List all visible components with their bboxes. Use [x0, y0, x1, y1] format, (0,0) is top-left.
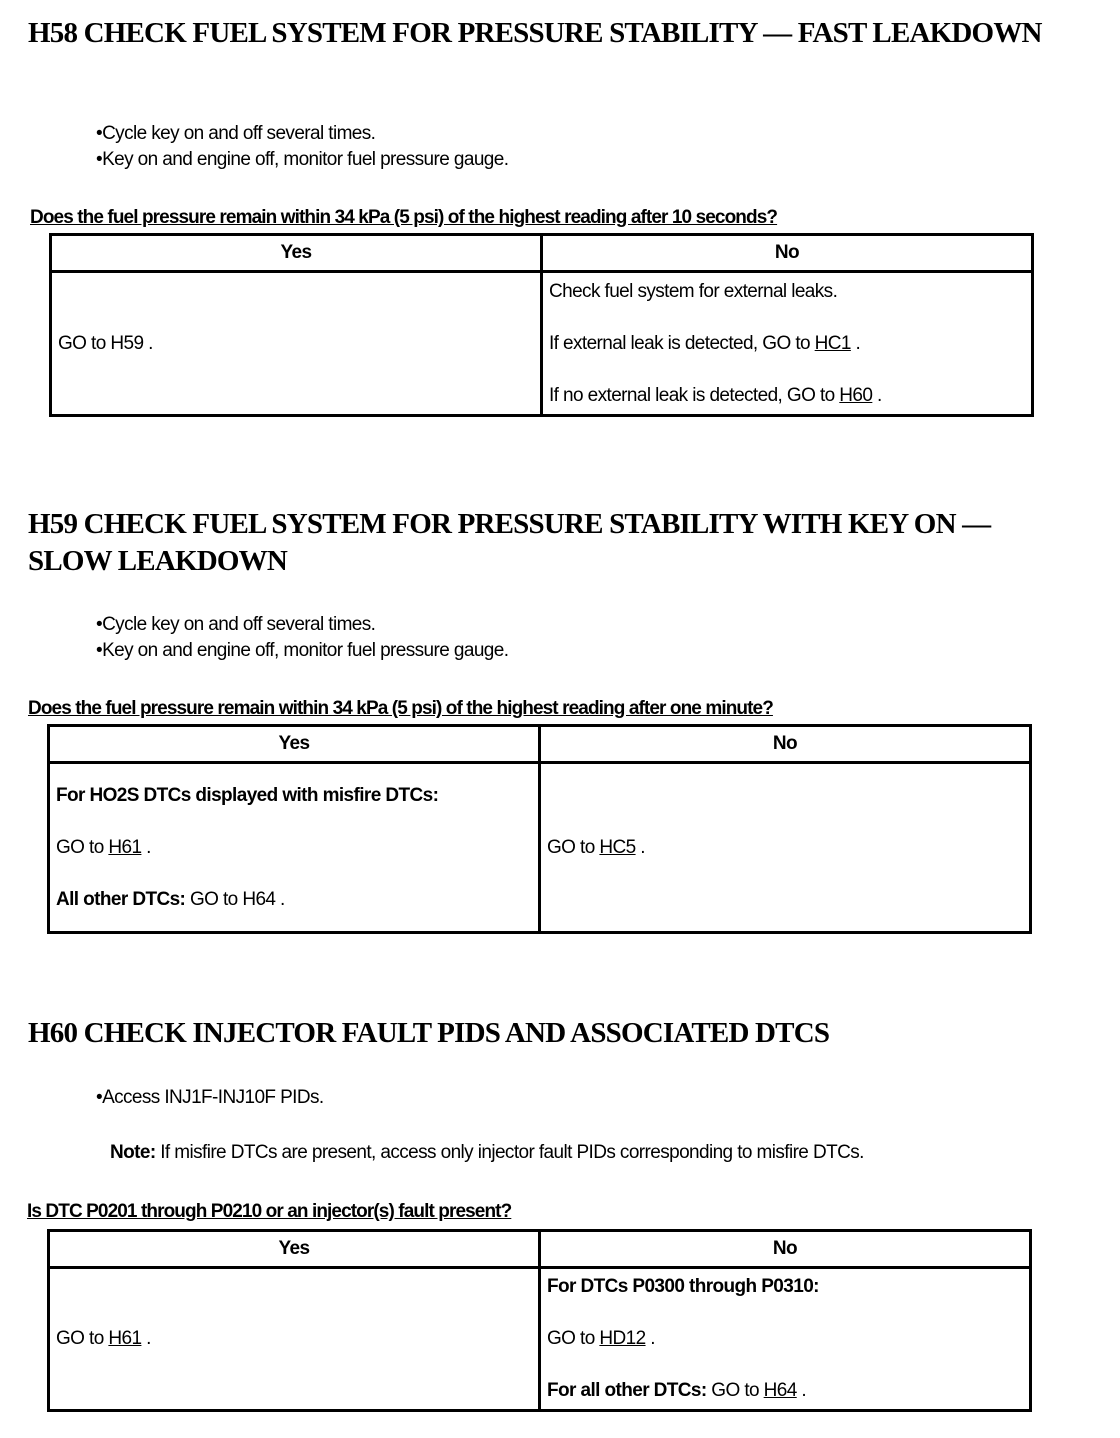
yes-header: Yes — [51, 235, 542, 272]
bullet-item: • Key on and engine off, monitor fuel pressure gauge. — [96, 147, 508, 173]
cell-text: . — [635, 836, 645, 858]
goto-link-h64[interactable]: H64 — [763, 1380, 797, 1401]
cell-text: GO to — [547, 1328, 600, 1349]
cell-paragraph — [547, 1326, 1023, 1352]
cell-paragraph — [56, 783, 532, 809]
cell-text: GO to H64 . — [185, 888, 285, 910]
note — [110, 1142, 864, 1164]
bullet-list — [96, 1085, 324, 1111]
note-label: Note: — [110, 1142, 156, 1163]
no-header: No — [542, 235, 1033, 272]
answer-table — [49, 233, 1034, 417]
bold-label: For HO2S DTCs displayed with misfire DTCs: — [56, 784, 439, 806]
goto-link-hd12[interactable]: HD12 — [599, 1328, 646, 1349]
no-cell — [540, 763, 1031, 933]
cell-text: GO to — [56, 1328, 109, 1349]
cell-text: Check fuel system for external leaks. — [549, 280, 838, 302]
yes-cell — [51, 272, 542, 416]
question: Does the fuel pressure remain within 34 kPa (5 psi) of the highest reading after 10 seconds? — [30, 207, 778, 228]
yes-cell — [49, 1268, 540, 1411]
cell-text: GO to — [547, 836, 600, 858]
cell-text: If no external leak is detected, GO to — [549, 384, 840, 406]
cell-text: GO to H59 . — [58, 332, 153, 354]
bold-label: For all other DTCs: — [547, 1380, 707, 1401]
cell-text: . — [645, 1328, 655, 1349]
cell-text: GO to — [56, 836, 109, 858]
cell-paragraph — [56, 835, 532, 861]
question: Does the fuel pressure remain within 34 kPa (5 psi) of the highest reading after one minute? — [28, 698, 773, 719]
bold-label: All other DTCs: — [56, 888, 186, 910]
section-title: H59 CHECK FUEL SYSTEM FOR PRESSURE STABILITY WITH KEY ON — SLOW LEAKDOWN — [28, 508, 991, 577]
cell-paragraph — [58, 331, 534, 357]
bold-label: For DTCs P0300 through P0310: — [547, 1276, 819, 1297]
yes-cell — [49, 763, 540, 933]
no-cell — [542, 272, 1033, 416]
cell-text: . — [141, 836, 151, 858]
cell-text: . — [872, 384, 882, 406]
bullet-item: • Cycle key on and off several times. — [96, 121, 508, 147]
note-text: If misfire DTCs are present, access only injector fault PIDs corresponding to misfire DTCs. — [155, 1142, 864, 1163]
bullet-list — [96, 121, 508, 173]
bullet-item: • Cycle key on and off several times. — [96, 612, 508, 638]
section-title: H60 CHECK INJECTOR FAULT PIDS AND ASSOCIATED DTCS — [28, 1017, 830, 1049]
section-title: H58 CHECK FUEL SYSTEM FOR PRESSURE STABILITY — FAST LEAKDOWN — [28, 17, 1042, 49]
cell-paragraph — [547, 1378, 1023, 1404]
yes-header: Yes — [49, 1231, 540, 1268]
cell-text: . — [850, 332, 861, 354]
cell-paragraph — [56, 887, 532, 913]
goto-link-hc1[interactable]: HC1 — [814, 332, 851, 354]
goto-link-h61[interactable]: H61 — [108, 1328, 142, 1349]
bullet-item: • Key on and engine off, monitor fuel pressure gauge. — [96, 638, 508, 664]
goto-link-h61[interactable]: H61 — [108, 836, 142, 858]
no-cell — [540, 1268, 1031, 1411]
answer-table — [47, 724, 1032, 934]
goto-link-hc5[interactable]: HC5 — [599, 836, 636, 858]
bullet-list — [96, 612, 508, 664]
cell-paragraph — [56, 1326, 532, 1352]
cell-paragraph — [549, 331, 1025, 357]
goto-link-h60[interactable]: H60 — [839, 384, 873, 406]
no-header: No — [540, 726, 1031, 763]
cell-paragraph — [549, 279, 1025, 305]
cell-paragraph — [547, 835, 1023, 861]
yes-header: Yes — [49, 726, 540, 763]
cell-text: If external leak is detected, GO to — [549, 332, 815, 354]
question: Is DTC P0201 through P0210 or an injector(s) fault present? — [27, 1201, 512, 1222]
cell-text: GO to — [706, 1380, 764, 1401]
answer-table — [47, 1229, 1032, 1412]
cell-text: . — [141, 1328, 151, 1349]
no-header: No — [540, 1231, 1031, 1268]
bullet-item: • Access INJ1F-INJ10F PIDs. — [96, 1085, 324, 1111]
cell-paragraph — [547, 1274, 1023, 1300]
cell-text: . — [796, 1380, 807, 1401]
cell-paragraph — [549, 383, 1025, 409]
